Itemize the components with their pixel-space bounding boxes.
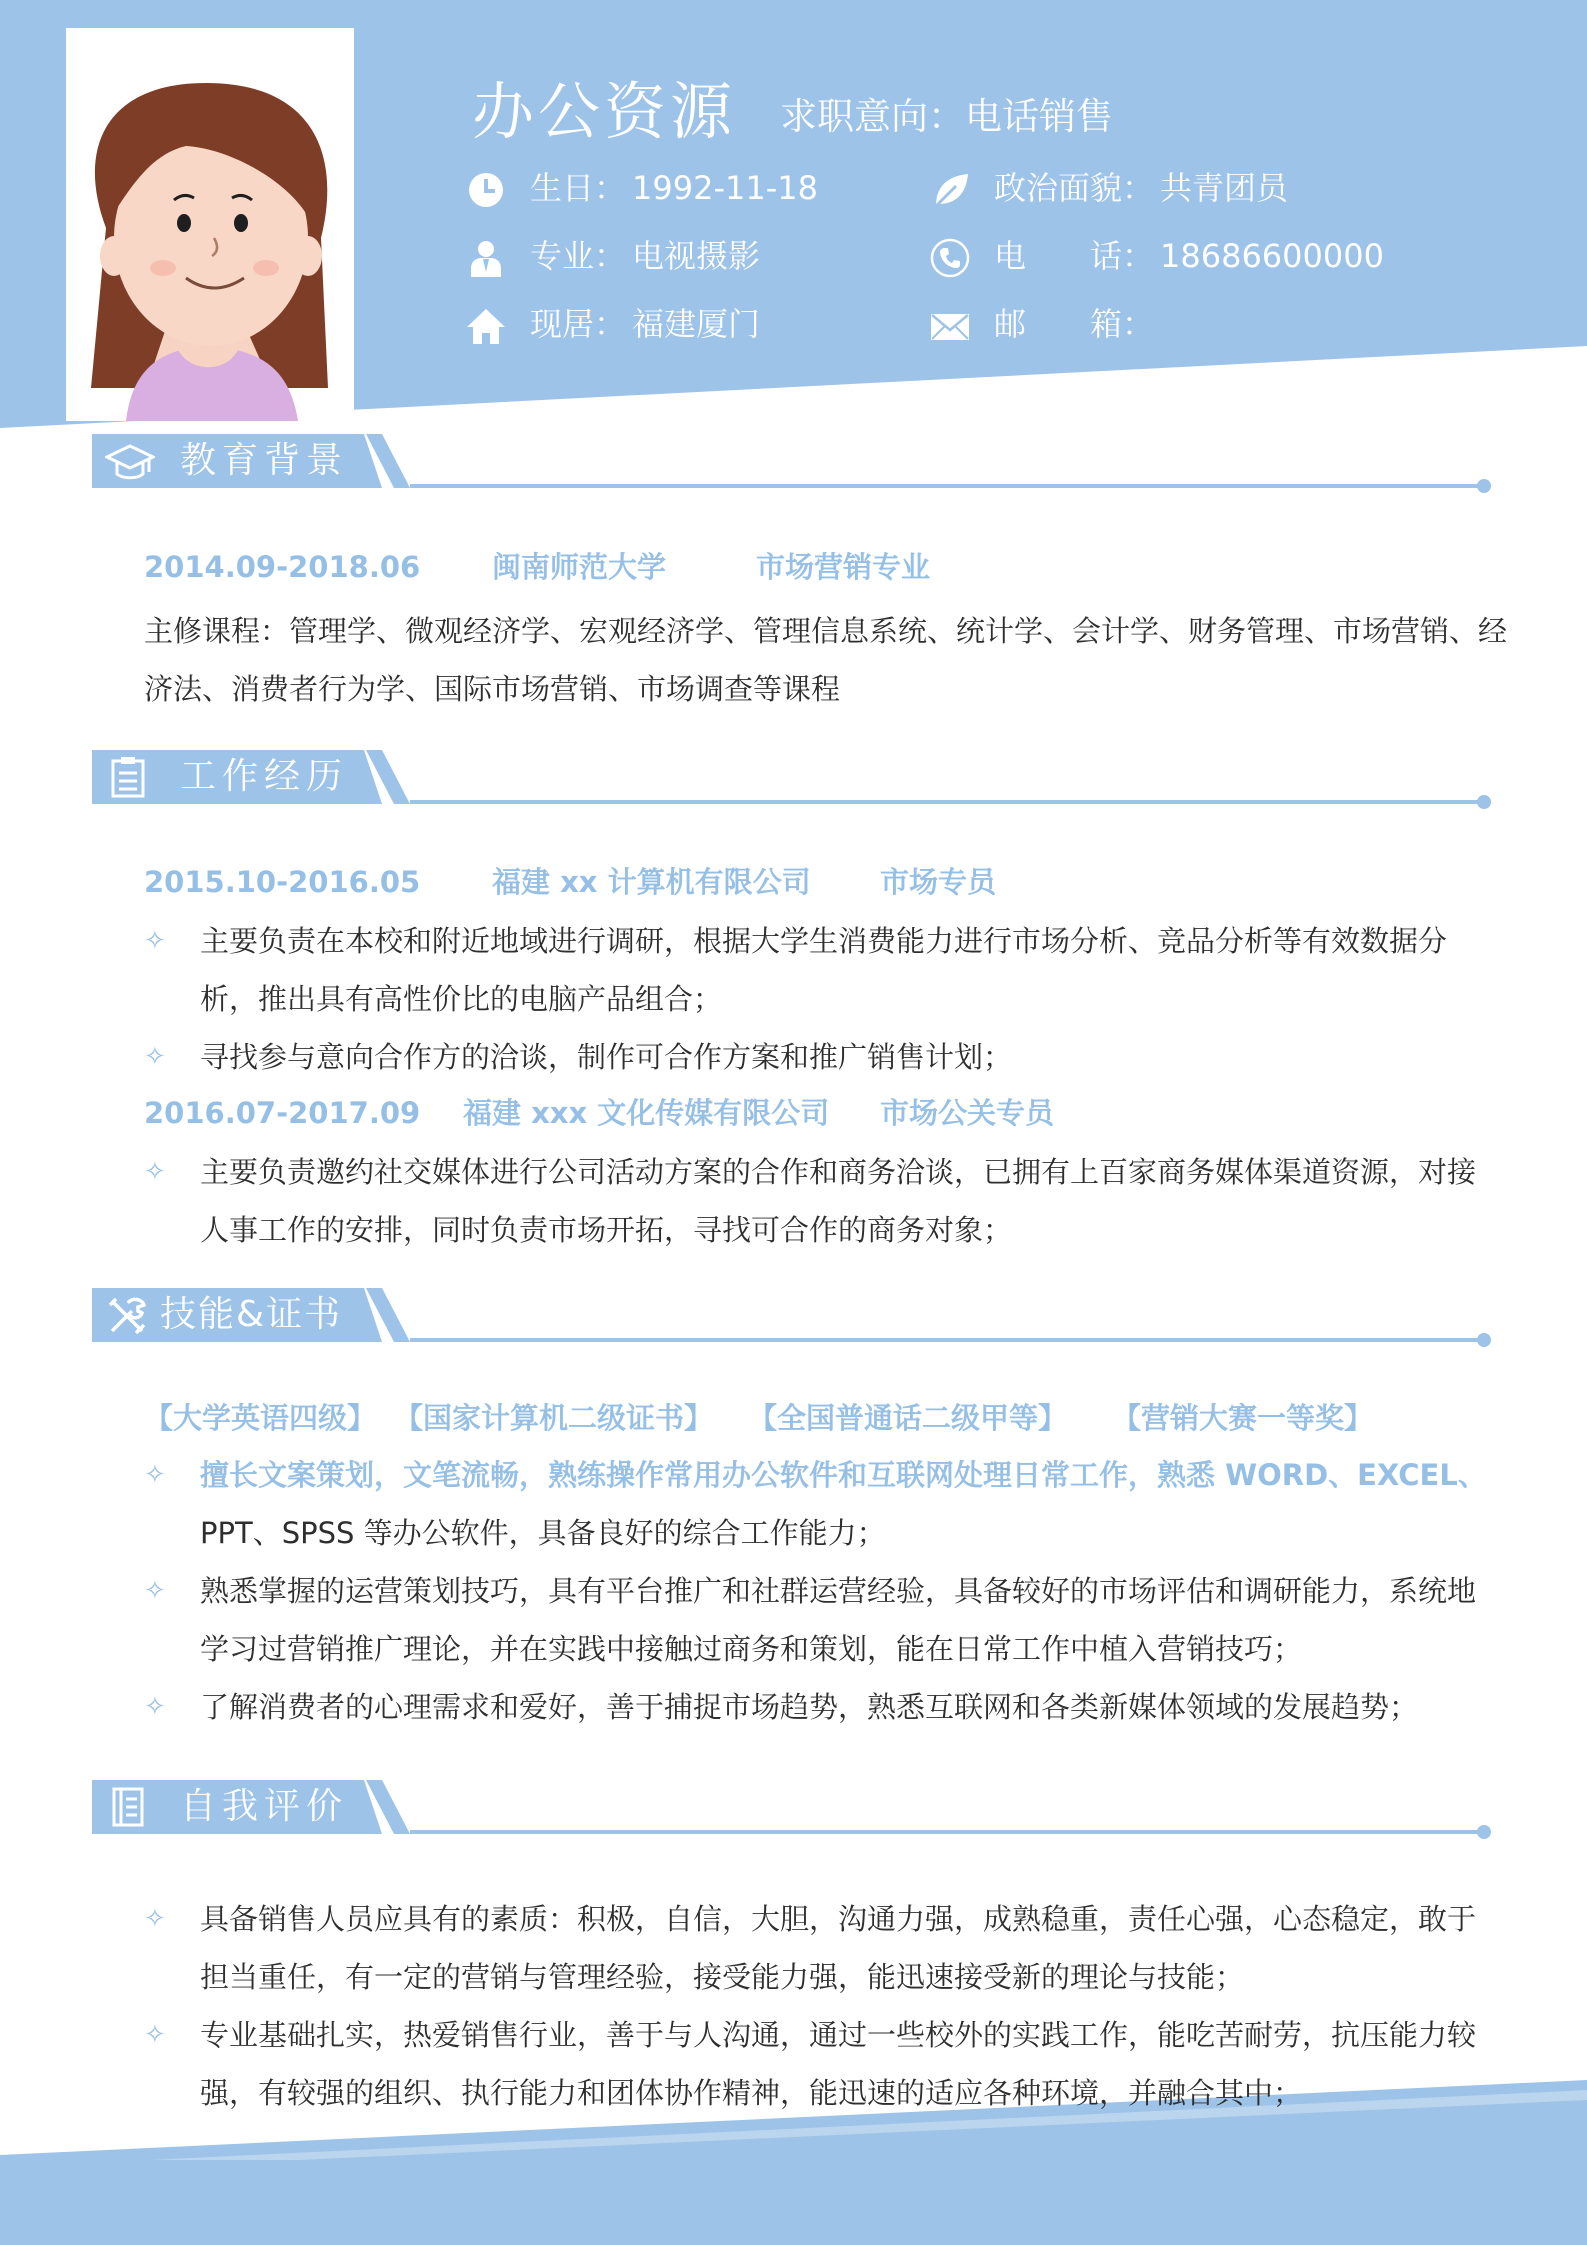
- clock-icon: [466, 170, 506, 210]
- birthday-value: 1992-11-18: [632, 169, 818, 207]
- education-date: 2014.09-2018.06: [144, 550, 421, 584]
- phone-icon: [930, 238, 970, 278]
- email-label: 邮 箱：: [994, 305, 1155, 343]
- skill-item-1-rest: PPT、SPSS 等办公软件，具备良好的综合工作能力；: [200, 1516, 886, 1550]
- job-1-duty-2: [144, 1028, 1500, 1086]
- self-item-1-text: 具备销售人员应具有的素质：积极，自信，大胆，沟通力强，成熟稳重，责任心强，心态稳定，敢于担当重任，有一定的营销与管理经验，接受能力强，能迅速接受新的理论与技能；: [200, 1902, 1477, 1994]
- skill-item-2-text: 熟悉掌握的运营策划技巧，具有平台推广和社群运营经验，具备较好的市场评估和调研能力，系统地学习过营销推广理论，并在实践中接触过商务和策划，能在日常工作中植入营销技巧；: [200, 1574, 1477, 1666]
- graduation-cap-icon: [105, 442, 155, 482]
- diamond-bullet-icon: ✧: [144, 1157, 166, 1187]
- diamond-bullet-icon: ✧: [144, 2020, 166, 2050]
- diamond-bullet-icon: ✧: [144, 1576, 166, 1606]
- leaf-icon: [930, 170, 970, 210]
- skill-item-3: [144, 1678, 1500, 1736]
- skills-title: 技能&证书: [160, 1294, 343, 1335]
- avatar-illustration: [66, 28, 354, 421]
- self-item-1: [144, 1890, 1500, 2006]
- job-1-date: 2015.10-2016.05: [144, 865, 421, 899]
- mail-icon: [930, 306, 970, 346]
- job-2-company: 福建 xxx 文化传媒有限公司: [463, 1096, 830, 1130]
- job-1-duty-2-text: 寻找参与意向合作方的洽谈，制作可合作方案和推广销售计划；: [200, 1040, 1013, 1074]
- home-icon: [466, 306, 506, 346]
- job-1-company: 福建 xx 计算机有限公司: [492, 865, 811, 899]
- job-1-duty-1-text: 主要负责在本校和附近地域进行调研，根据大学生消费能力进行市场分析、竞品分析等有效数据分析，推出具有高性价比的电脑产品组合；: [200, 924, 1448, 1016]
- diamond-bullet-icon: ✧: [144, 1460, 166, 1490]
- clipboard-icon: [110, 756, 146, 798]
- major-label: 专业：: [530, 237, 627, 275]
- self-title: 自我评价: [180, 1786, 349, 1827]
- education-major: 市场营销专业: [756, 550, 931, 584]
- politics-label: 政治面貌：: [994, 169, 1155, 207]
- job-1-duty-1: [144, 912, 1500, 1028]
- self-item-2-text: 专业基础扎实，热爱销售行业，善于与人沟通，通过一些校外的实践工作，能吃苦耐劳，抗压能力较强，有较强的组织、执行能力和团体协作精神，能迅速的适应各种环境，并融合其中；: [200, 2018, 1477, 2110]
- job-2-position: 市场公关专员: [880, 1096, 1055, 1130]
- work-title: 工作经历: [180, 756, 349, 797]
- skill-item-2: [144, 1562, 1500, 1678]
- cert-3: 【全国普通话二级甲等】: [748, 1401, 1068, 1435]
- residence-label: 现居：: [530, 305, 627, 343]
- tools-icon: [106, 1295, 148, 1337]
- politics-row: [930, 166, 1410, 210]
- avatar: [66, 28, 354, 421]
- email-row: [930, 302, 1410, 346]
- diamond-bullet-icon: ✧: [144, 1692, 166, 1722]
- notebook-icon: [110, 1786, 146, 1828]
- politics-value: 共青团员: [1160, 169, 1289, 207]
- person-icon: [466, 238, 506, 278]
- residence-value: 福建厦门: [632, 305, 761, 343]
- candidate-name: 办公资源: [472, 75, 737, 148]
- cert-4: 【营销大赛一等奖】: [1112, 1401, 1374, 1435]
- cert-1: 【大学英语四级】: [144, 1401, 377, 1435]
- birthday-label: 生日：: [530, 169, 627, 207]
- job-2-duty-1: [144, 1143, 1500, 1259]
- education-title: 教育背景: [180, 440, 349, 481]
- skill-item-1: [144, 1446, 1520, 1562]
- phone-value: 18686600000: [1160, 237, 1384, 275]
- diamond-bullet-icon: ✧: [144, 1042, 166, 1072]
- job-2-date: 2016.07-2017.09: [144, 1096, 421, 1130]
- diamond-bullet-icon: ✧: [144, 926, 166, 956]
- job-intent: 求职意向：电话销售: [780, 95, 1113, 138]
- major-value: 电视摄影: [632, 237, 761, 275]
- skill-item-3-text: 了解消费者的心理需求和爱好，善于捕捉市场趋势，熟悉互联网和各类新媒体领域的发展趋势；: [200, 1690, 1419, 1724]
- education-courses: 主修课程：管理学、微观经济学、宏观经济学、管理信息系统、统计学、会计学、财务管理、市场营销、经济法、消费者行为学、国际市场营销、市场调查等课程: [144, 614, 1508, 706]
- self-item-2: [144, 2006, 1500, 2122]
- job-2-duty-1-text: 主要负责邀约社交媒体进行公司活动方案的合作和商务洽谈，已拥有上百家商务媒体渠道资源，对接人事工作的安排，同时负责市场开拓，寻找可合作的商务对象；: [200, 1155, 1477, 1247]
- major-row: [466, 234, 886, 278]
- cert-2: 【国家计算机二级证书】: [394, 1401, 714, 1435]
- birthday-row: [466, 166, 886, 210]
- skill-item-1-highlight: 擅长文案策划，文笔流畅，熟练操作常用办公软件和互联网处理日常工作，熟悉 WORD、EXCEL、: [200, 1458, 1487, 1492]
- education-school: 闽南师范大学: [492, 550, 667, 584]
- phone-label: 电 话：: [994, 237, 1155, 275]
- diamond-bullet-icon: ✧: [144, 1904, 166, 1934]
- residence-row: [466, 302, 886, 346]
- job-1-position: 市场专员: [880, 865, 997, 899]
- phone-row: [930, 234, 1410, 278]
